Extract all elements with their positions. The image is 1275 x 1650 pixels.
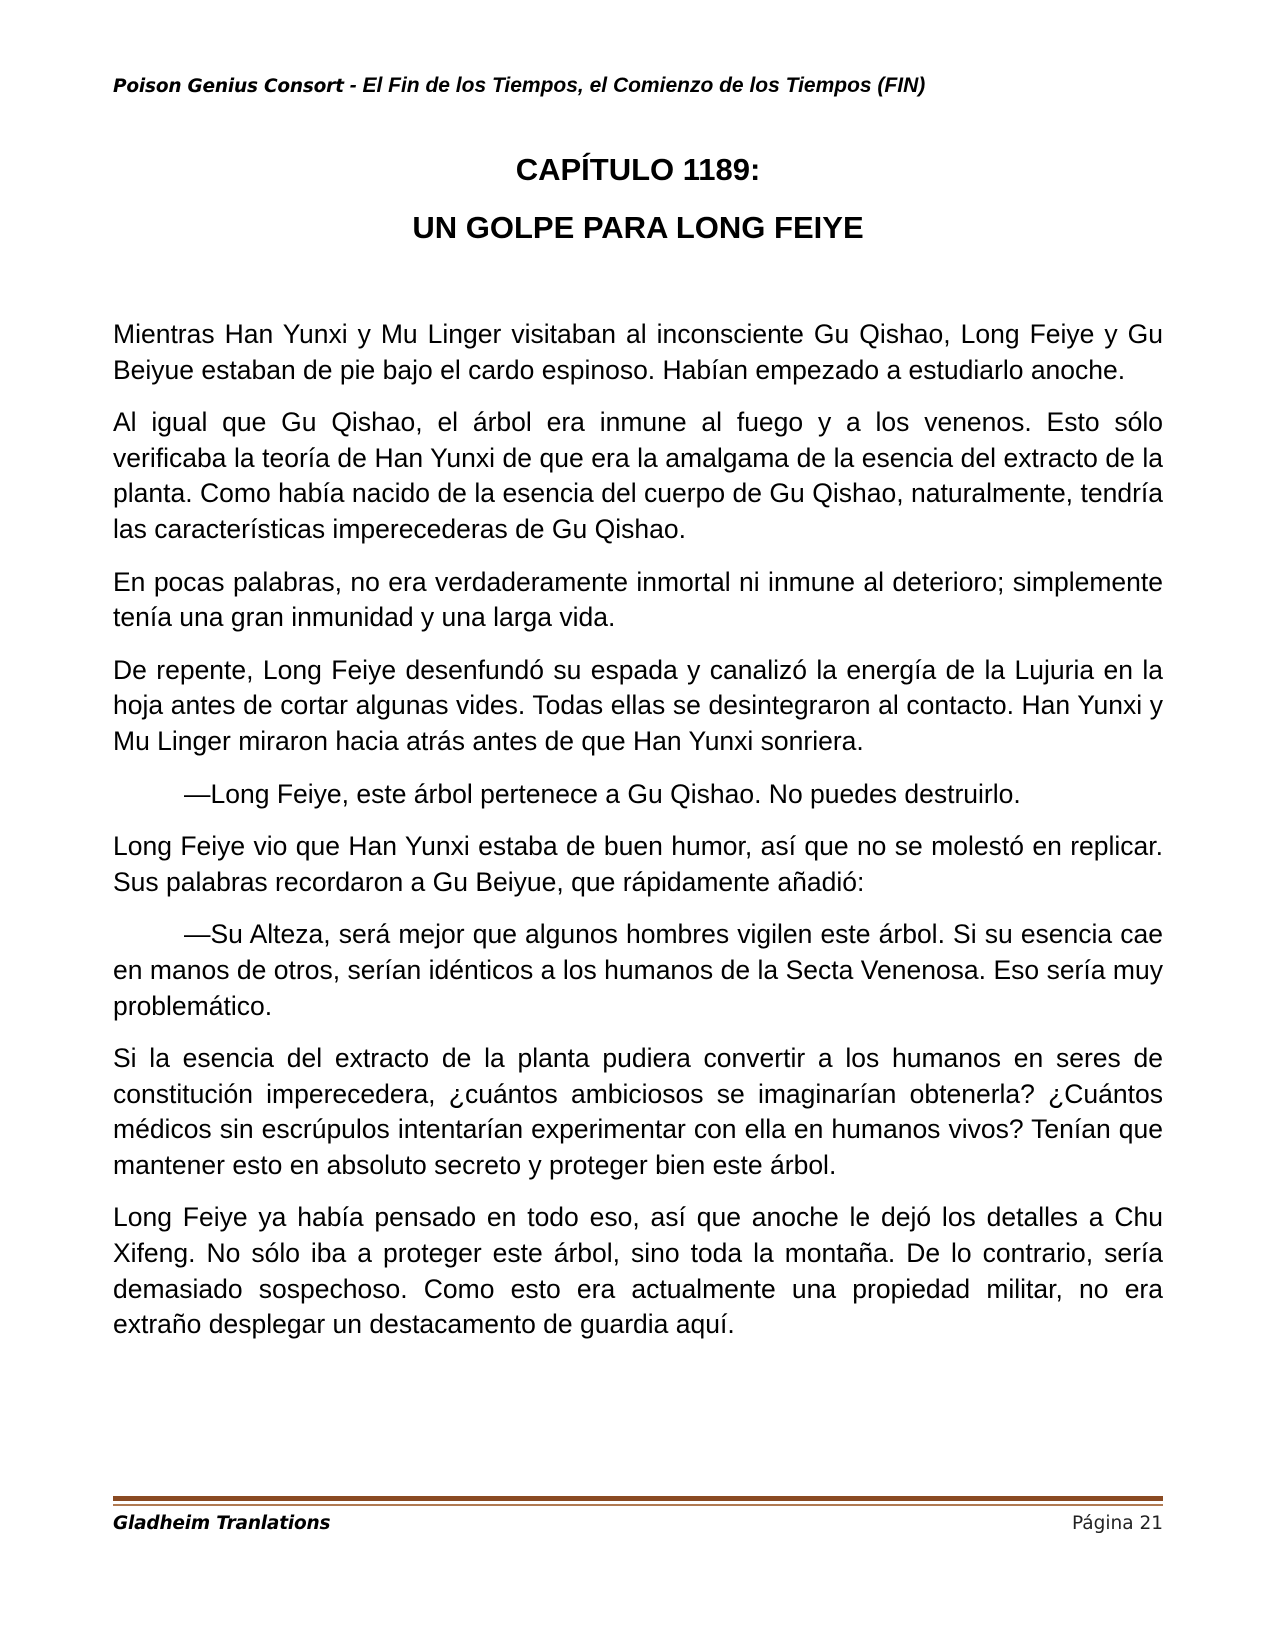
footer-rule-thin [113,1504,1163,1506]
page-number: Página 21 [1071,1513,1163,1534]
footer-rule-thick [113,1496,1163,1501]
paragraph: En pocas palabras, no era verdaderamente inmortal ni inmune al deterioro; simplemente tenía una gran inmunidad y una larga vida. [113,566,1163,633]
paragraph: Mientras Han Yunxi y Mu Linger visitaban al inconsciente Gu Qishao, Long Feiye y Gu Beiyue estaban de pie bajo el cardo espinoso. Habían empezado a estudiarlo anoche. [113,319,1163,385]
dialogue-paragraph: —Su Alteza, será mejor que algunos hombres vigilen este árbol. Si su esencia cae en manos de otros, serían idénticos a los humanos de la Secta Venenosa. Eso sería muy problemático. [113,919,1163,1021]
paragraph: De repente, Long Feiye desenfundó su espada y canalizó la energía de la Lujuria en la hoja antes de cortar algunas vides. Todas ellas se desintegraron al contacto. Han Yunxi y Mu Linger miraron hacia atrás antes de que Han Yunxi sonriera. [113,654,1163,756]
running-header [113,72,1173,101]
chapter-number: CAPÍTULO 1189: [515,152,761,187]
paragraph: Long Feiye vio que Han Yunxi estaba de buen humor, así que no se molestó en replicar. Sus palabras recordaron a Gu Beiyue, que rápidamente añadió: [113,831,1163,897]
chapter-title: UN GOLPE PARA LONG FEIYE [412,210,864,245]
paragraph: Long Feiye ya había pensado en todo eso, así que anoche le dejó los detalles a Chu Xifeng. No sólo iba a proteger este árbol, sino toda la montaña. De lo contrario, sería demasiado sospechoso. Como esto era actualmente una propiedad militar, no era extraño desplegar un destacamento de guardia aquí. [113,1202,1163,1340]
paragraph: Al igual que Gu Qishao, el árbol era inmune al fuego y a los venenos. Esto sólo verificaba la teoría de Han Yunxi de que era la amalgama de la esencia del extracto de la planta. Como había nacido de la esencia del cuerpo de Gu Qishao, naturalmente, tendría las características imperecederas de Gu Qishao. [113,407,1163,544]
header-separator: - [343,74,363,97]
dialogue-paragraph: —Long Feiye, este árbol pertenece a Gu Qishao. No puedes destruirlo. [184,778,1021,809]
arc-title: El Fin de los Tiempos, el Comienzo de los Tiempos (FIN) [362,74,926,97]
series-title: Poison Genius Consort [113,76,344,97]
translator-credit: Gladheim Tranlations [113,1513,331,1534]
body-text [113,317,1163,1360]
paragraph: Si la esencia del extracto de la planta pudiera convertir a los humanos en seres de constitución imperecedera, ¿cuántos ambiciosos se imaginarían obtenerla? ¿Cuántos médicos sin escrúpulos intentarían experimentar con ella en humanos vivos? Tenían que mantener esto en absoluto secreto y proteger bien este árbol. [113,1043,1163,1180]
